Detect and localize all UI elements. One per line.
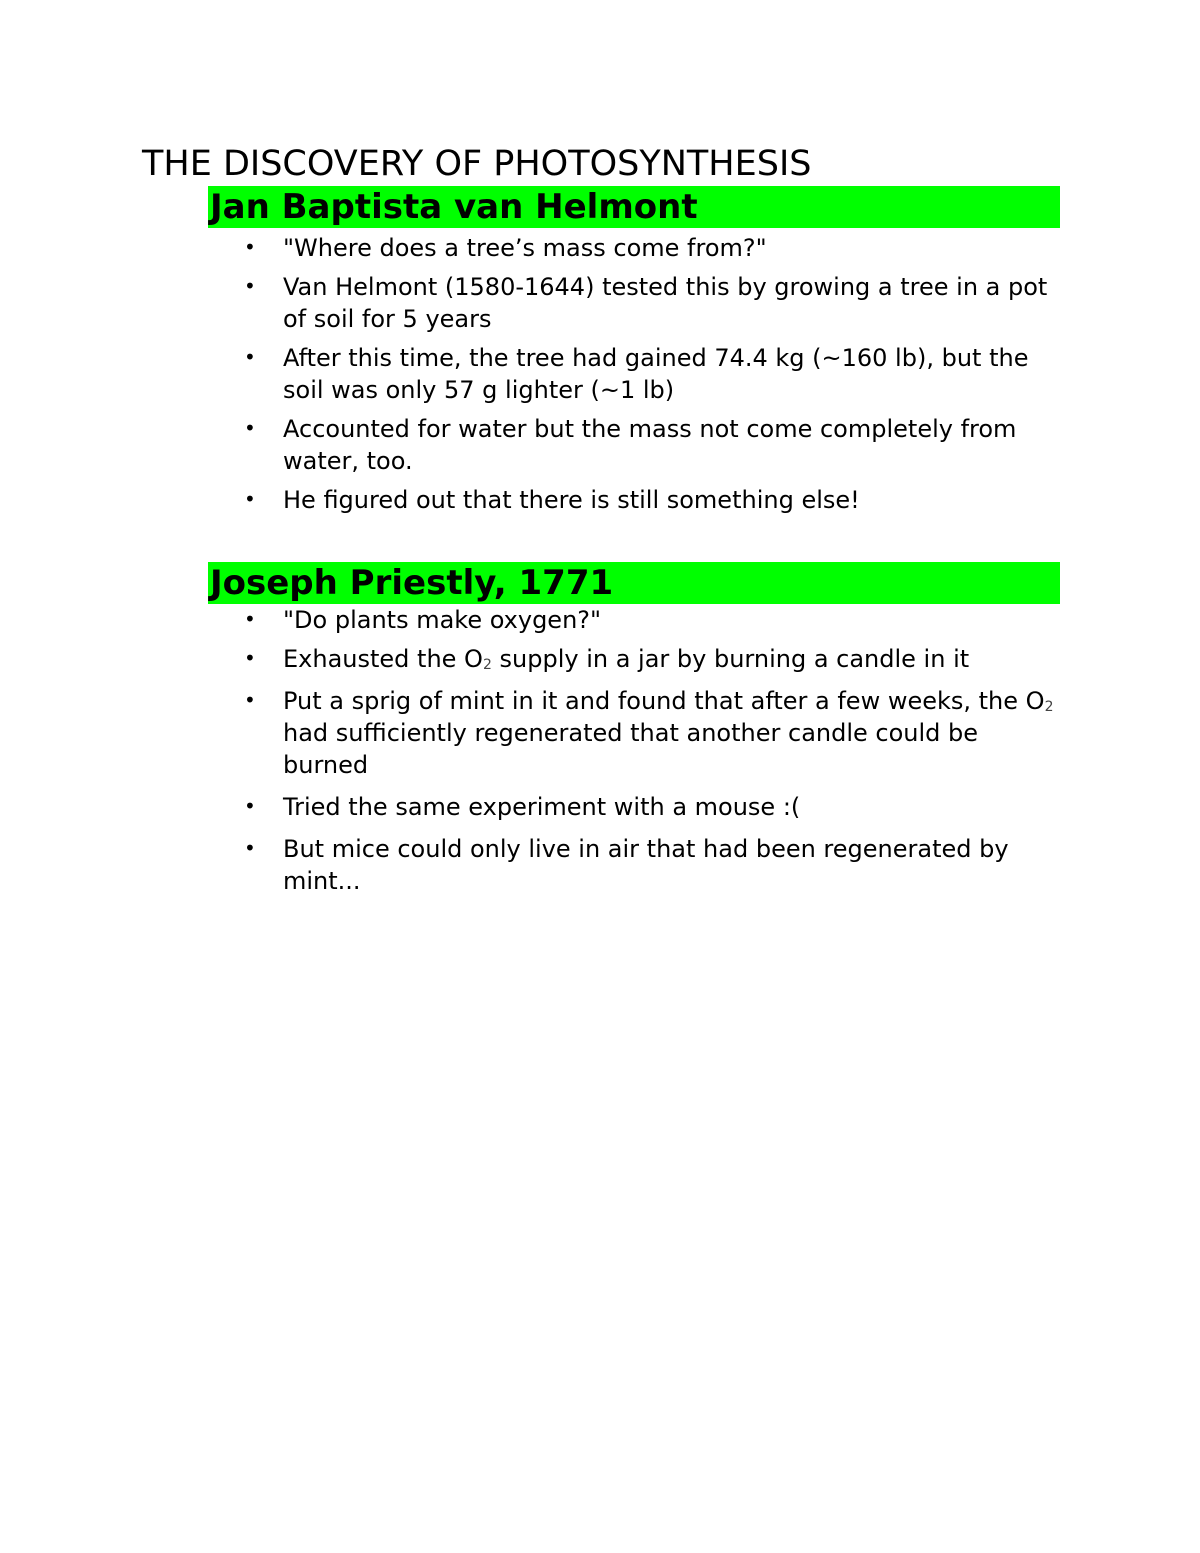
bullet-icon: • (244, 646, 256, 670)
bullet-text: Accounted for water but the mass not come completely from water, too. (283, 415, 1017, 475)
list-item (208, 833, 1058, 897)
subscript: 2 (1044, 699, 1054, 715)
bullet-text-part: had sufficiently regenerated that another candle could be burned (283, 719, 979, 779)
bullet-icon: • (244, 607, 256, 631)
bullet-text: But mice could only live in air that had been regenerated by mint... (283, 835, 1009, 895)
list-item (208, 271, 1058, 335)
bullet-text (283, 645, 969, 673)
section-heading: Joseph Priestly, 1771 (208, 562, 1060, 604)
bullet-list (208, 232, 1060, 516)
list-item (208, 643, 1058, 675)
bullet-text: Tried the same experiment with a mouse :( (283, 793, 801, 821)
bullet-icon: • (244, 836, 256, 860)
list-item (208, 685, 1058, 781)
list-item (208, 791, 1058, 823)
section-heading: Jan Baptista van Helmont (208, 186, 1060, 228)
bullet-text: Van Helmont (1580-1644) tested this by growing a tree in a pot of soil for 5 years (283, 273, 1048, 333)
document-title: THE DISCOVERY OF PHOTOSYNTHESIS (142, 144, 812, 184)
bullet-text: "Do plants make oxygen?" (283, 606, 602, 634)
list-item (208, 232, 1058, 264)
section-priestly (208, 562, 1060, 897)
bullet-text: After this time, the tree had gained 74.4 kg (~160 lb), but the soil was only 57 g lighter (~1 lb) (283, 344, 1029, 404)
bullet-icon: • (244, 688, 256, 712)
bullet-text-part: Exhausted the O (283, 645, 483, 673)
list-item (208, 342, 1058, 406)
bullet-text (283, 687, 1053, 779)
list-item (208, 604, 1058, 636)
bullet-text-part: supply in a jar by burning a candle in it (491, 645, 970, 673)
bullet-text: He figured out that there is still something else! (283, 486, 860, 514)
bullet-list (208, 604, 1060, 897)
bullet-icon: • (244, 416, 256, 440)
bullet-icon: • (244, 345, 256, 369)
bullet-icon: • (244, 274, 256, 298)
list-item (208, 484, 1058, 516)
list-item (208, 413, 1058, 477)
bullet-text: "Where does a tree’s mass come from?" (283, 234, 767, 262)
bullet-text-part: Put a sprig of mint in it and found that after a few weeks, the O (283, 687, 1045, 715)
bullet-icon: • (244, 487, 256, 511)
bullet-icon: • (244, 235, 256, 259)
subscript: 2 (482, 657, 492, 673)
section-van-helmont (208, 186, 1060, 516)
bullet-icon: • (244, 794, 256, 818)
